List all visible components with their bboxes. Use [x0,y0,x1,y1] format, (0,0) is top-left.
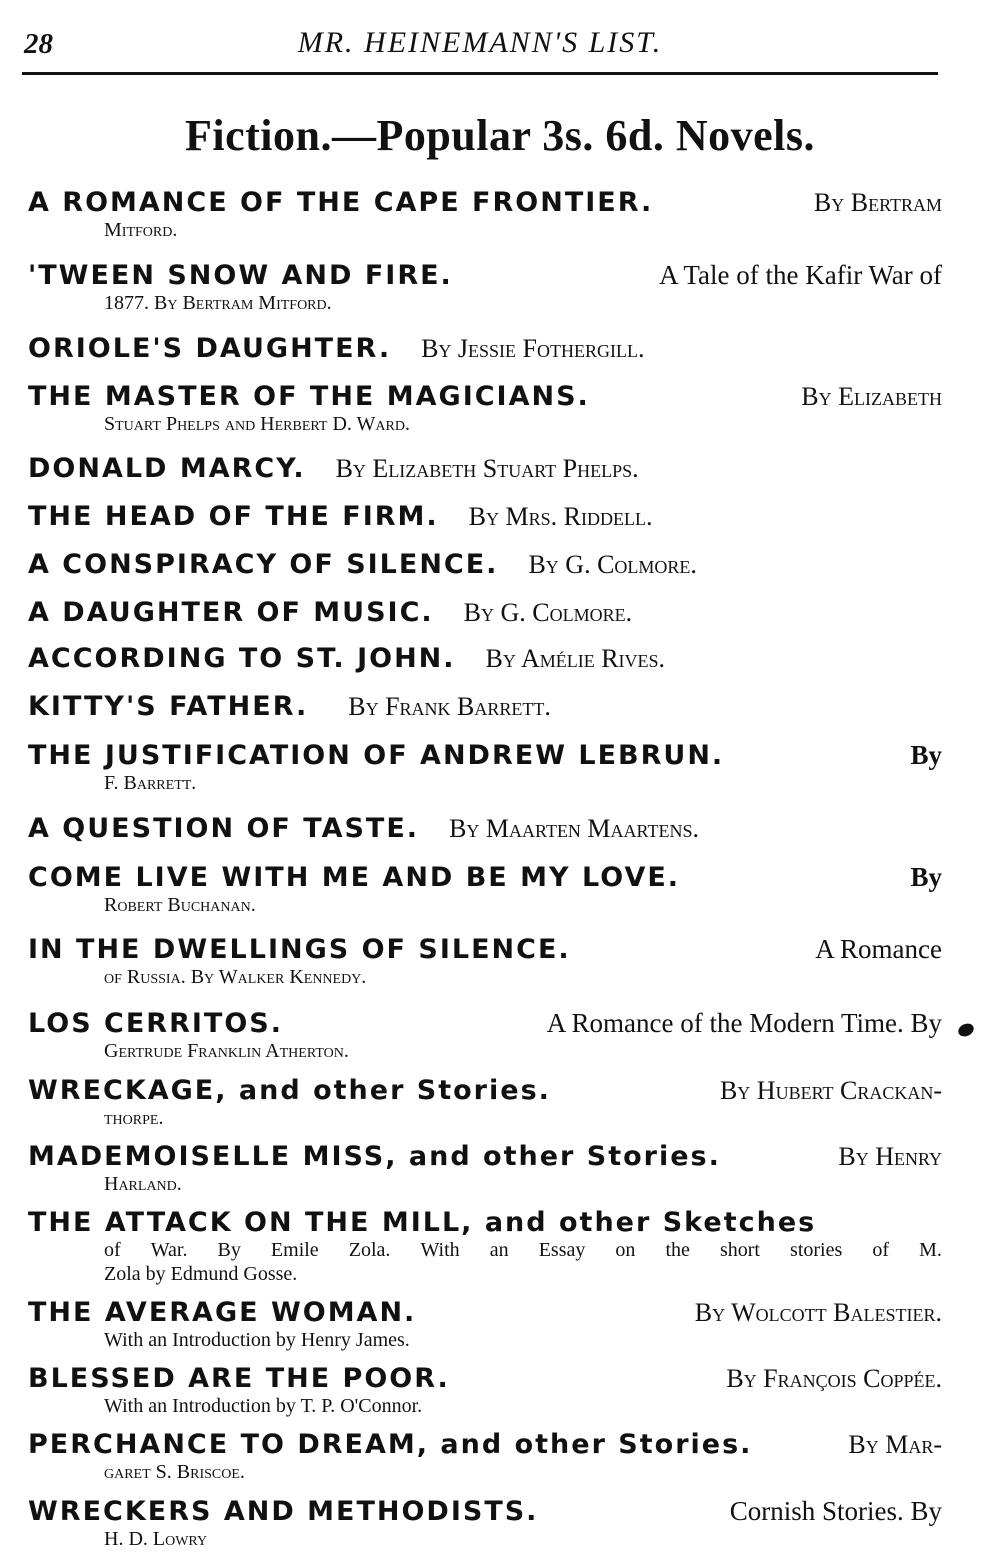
list-item [28,454,942,484]
novel-description: A Romance [815,934,942,964]
page-number: 28 [24,28,53,60]
list-item [28,598,942,628]
entry-continuation: of War. By Emile Zola. With an Essay on the short stories of M. [104,1239,942,1261]
list-item [28,260,942,315]
section-title: Fiction.—Popular 3s. 6d. Novels. [184,111,815,160]
list-item [28,502,942,532]
list-item [28,1008,942,1063]
novel-description: A Romance of the Modern Time. By [546,1008,942,1038]
novel-title: IN THE DWELLINGS OF SILENCE. [28,934,571,965]
novel-author: By François Coppée. [726,1364,942,1393]
novel-author: By Amélie Rives. [485,644,666,673]
running-head [24,26,936,62]
entry-continuation: Harland. [104,1173,182,1195]
novel-title: THE MASTER OF THE MAGICIANS. [28,381,590,412]
entry-continuation: Robert Buchanan. [104,894,256,916]
list-item [28,814,942,844]
novel-title: MADEMOISELLE MISS, and other Stories. [28,1141,721,1172]
entry-continuation: With an Introduction by T. P. O'Connor. [104,1395,423,1417]
entry-continuation: F. Barrett. [104,772,197,794]
entry-continuation: Gertrude Franklin Atherton. [104,1040,349,1062]
entry-continuation: thorpe. [104,1107,164,1129]
list-item [28,934,942,989]
novel-title: A CONSPIRACY OF SILENCE. [28,549,499,580]
list-item [28,1430,942,1484]
list-item [28,1298,942,1352]
novel-title: 'TWEEN SNOW AND FIRE. [28,260,453,291]
novel-title: KITTY'S FATHER. [28,691,309,722]
novel-title: WRECKAGE, and other Stories. [28,1075,551,1106]
header-rule [22,72,938,75]
novel-title: ORIOLE'S DAUGHTER. [28,333,392,364]
entry-continuation: Zola by Edmund Gosse. [104,1263,298,1285]
novel-description: Cornish Stories. By [729,1496,942,1526]
entry-continuation: Stuart Phelps and Herbert D. Ward. [104,413,410,435]
novel-author: By G. Colmore. [528,550,697,579]
list-item [28,334,942,364]
novel-author: By [910,740,942,770]
novel-title: THE HEAD OF THE FIRM. [28,501,439,532]
novel-author: By Mar- [848,1430,942,1459]
novel-author: By Mrs. Riddell. [468,502,653,531]
novel-title: A QUESTION OF TASTE. [28,813,420,844]
list-item [28,550,942,580]
novel-title: COME LIVE WITH ME AND BE MY LOVE. [28,862,681,893]
novel-title: THE ATTACK ON THE MILL, and other Sketches [28,1207,817,1238]
novel-description: A Tale of the Kafir War of [659,260,942,290]
list-item [28,1364,942,1418]
list-item [28,644,942,674]
entry-continuation: H. D. Lowry [104,1528,208,1550]
novel-author: By Elizabeth [801,382,942,411]
list-item [28,1208,942,1286]
novel-author: By Maarten Maartens. [449,814,699,843]
novel-title: LOS CERRITOS. [28,1008,283,1039]
novel-title: DONALD MARCY. [28,453,306,484]
novel-title: PERCHANCE TO DREAM, and other Stories. [28,1429,753,1460]
novel-title: BLESSED ARE THE POOR. [28,1363,450,1394]
novel-author: By Elizabeth Stuart Phelps. [335,454,639,483]
list-item [28,1076,942,1130]
novel-title: A ROMANCE OF THE CAPE FRONTIER. [28,187,654,218]
entry-continuation: With an Introduction by Henry James. [104,1329,410,1351]
novel-author: By Frank Barrett. [348,692,551,721]
list-item [28,862,942,917]
novel-title: ACCORDING TO ST. JOHN. [28,643,456,674]
entry-continuation: Mitford. [104,219,178,241]
novel-author: By G. Colmore. [463,598,633,627]
novel-author: By Bertram [813,188,942,217]
novel-title: A DAUGHTER OF MUSIC. [28,597,434,628]
list-item [28,188,942,242]
entry-continuation: of Russia. By Walker Kennedy. [104,966,367,988]
novel-author: By Hubert Crackan- [719,1076,942,1105]
novel-author: By Jessie Fothergill. [421,334,645,363]
list-item [28,1496,942,1551]
novel-title: WRECKERS AND METHODISTS. [28,1496,539,1527]
running-title: MR. HEINEMANN'S LIST. [297,26,663,59]
novel-author: By Wolcott Balestier. [694,1298,942,1327]
novel-author: By [910,862,942,892]
ink-blot [956,1021,976,1039]
list-item [28,382,942,436]
list-item [28,692,942,722]
entry-continuation: 1877. By Bertram Mitford. [104,292,332,314]
list-item [28,740,942,795]
novel-title: THE AVERAGE WOMAN. [28,1297,417,1328]
novel-author: By Henry [838,1142,942,1171]
list-item [28,1142,942,1196]
entry-continuation: garet S. Briscoe. [104,1461,245,1483]
novel-title: THE JUSTIFICATION OF ANDREW LEBRUN. [28,740,725,771]
